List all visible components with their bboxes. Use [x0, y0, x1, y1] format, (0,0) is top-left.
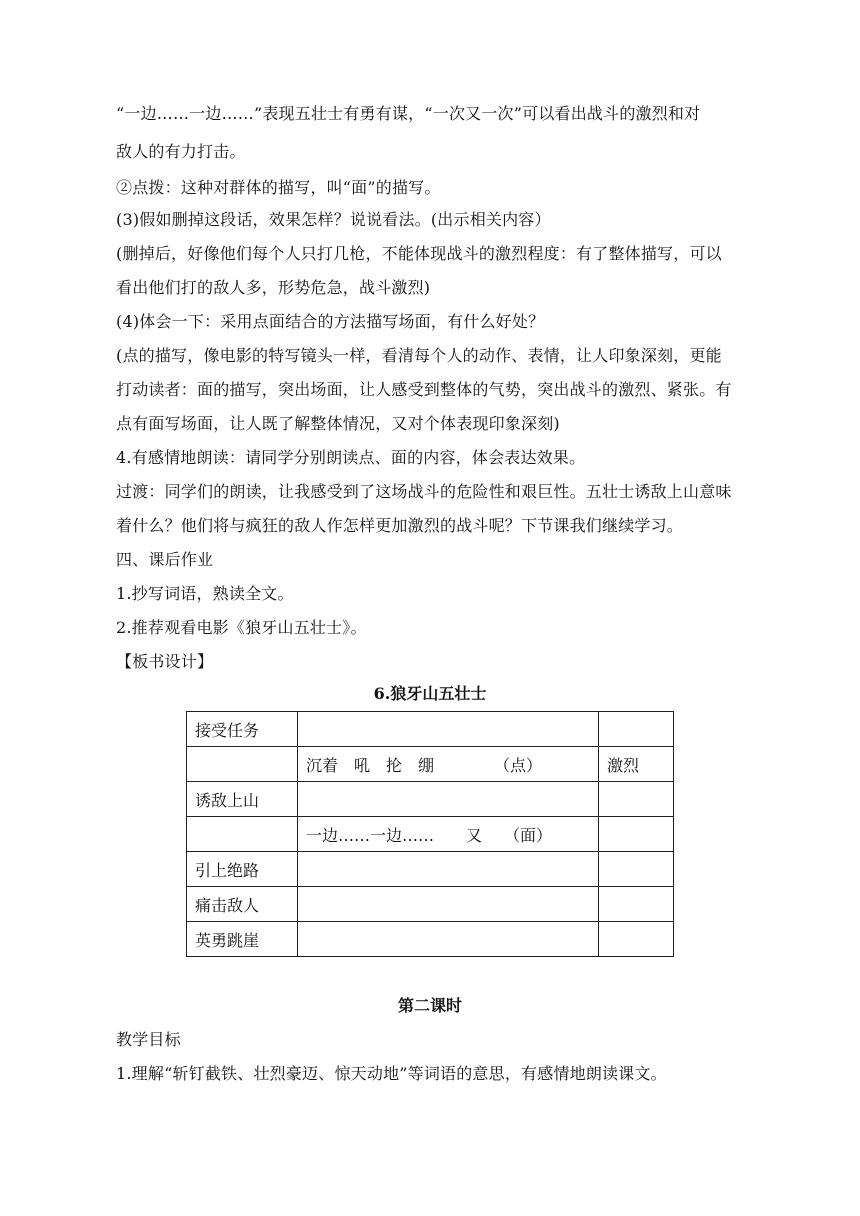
- table-cell: [298, 817, 599, 852]
- table-row: [187, 712, 674, 747]
- table-cell: [599, 922, 674, 957]
- table-cell: [298, 887, 599, 922]
- table-row: [187, 922, 674, 957]
- table-cell: [187, 747, 298, 782]
- paragraph-line: (4)体会一下：采用点面结合的方法描写场面，有什么好处？: [116, 312, 545, 331]
- board-title: 6.狼牙山五壮士: [373, 684, 487, 703]
- table-cell: [298, 922, 599, 957]
- table-cell: [298, 747, 599, 782]
- table-cell: [187, 817, 298, 852]
- table-cell: [599, 782, 674, 817]
- table-row: [187, 782, 674, 817]
- table-cell: [599, 887, 674, 922]
- section-heading: 四、课后作业: [116, 550, 214, 569]
- table-cell: 接受任务: [187, 712, 298, 747]
- board-design-table: [186, 711, 674, 957]
- table-cell: [298, 852, 599, 887]
- table-cell: [599, 712, 674, 747]
- goal-item: 1.理解“斩钉截铁、壮烈豪迈、惊天动地”等词语的意思，有感情地朗读课文。: [116, 1064, 667, 1083]
- paragraph-line: 着什么？他们将与疯狂的敌人作怎样更加激烈的战斗呢？下节课我们继续学习。: [116, 516, 684, 535]
- paragraph-line: 看出他们打的敌人多，形势危急，战斗激烈): [116, 278, 431, 297]
- table-cell: 激烈: [599, 747, 674, 782]
- table-cell: [599, 852, 674, 887]
- point-words: 沉着 吼 抡 绷: [306, 755, 435, 775]
- table-row: [187, 852, 674, 887]
- paragraph-line: 过渡：同学们的朗读，让我感受到了这场战斗的危险性和艰巨性。五壮士诱敌上山意味: [116, 482, 732, 501]
- table-row: [187, 887, 674, 922]
- table-row: [187, 747, 674, 782]
- paragraph-line: “一边……一边……”表现五壮士有勇有谋，“一次又一次”可以看出战斗的激烈和对: [116, 104, 701, 123]
- paragraph-line: 敌人的有力打击。: [116, 142, 246, 161]
- paragraph-line: 点有面写场面，让人既了解整体情况，又对个体表现印象深刻): [116, 414, 560, 433]
- table-cell: 引上绝路: [187, 852, 298, 887]
- table-cell: [599, 817, 674, 852]
- table-cell: [298, 712, 599, 747]
- table-cell: 诱敌上山: [187, 782, 298, 817]
- lesson-two-title: 第二课时: [397, 996, 462, 1015]
- goal-heading: 教学目标: [116, 1030, 181, 1049]
- paragraph-line: 4.有感情地朗读：请同学分别朗读点、面的内容，体会表达效果。: [116, 448, 586, 467]
- paragraph-line: 打动读者：面的描写，突出场面，让人感受到整体的气势，突出战斗的激烈、紧张。有: [116, 380, 732, 399]
- table-row: [187, 817, 674, 852]
- homework-item: 1.抄写词语，熟读全文。: [116, 584, 294, 603]
- point-label: （点）: [494, 755, 543, 775]
- surface-words: 一边……一边…… 又: [306, 825, 483, 845]
- surface-label: （面）: [504, 825, 553, 845]
- paragraph-line: (点的描写，像电影的特写镜头一样，看清每个人的动作、表情，让人印象深刻，更能: [116, 346, 722, 365]
- table-cell: 英勇跳崖: [187, 922, 298, 957]
- board-design-heading: 【板书设计】: [116, 652, 214, 671]
- table-cell: 痛击敌人: [187, 887, 298, 922]
- paragraph-line: (3)假如删掉这段话，效果怎样？说说看法。(出示相关内容）: [116, 210, 551, 229]
- paragraph-line: (删掉后，好像他们每个人只打几枪，不能体现战斗的激烈程度：有了整体描写，可以: [116, 244, 722, 263]
- paragraph-line: ②点拨：这种对群体的描写，叫“面”的描写。: [116, 178, 441, 197]
- table-cell: [298, 782, 599, 817]
- homework-item: 2.推荐观看电影《狼牙山五壮士》。: [116, 618, 367, 637]
